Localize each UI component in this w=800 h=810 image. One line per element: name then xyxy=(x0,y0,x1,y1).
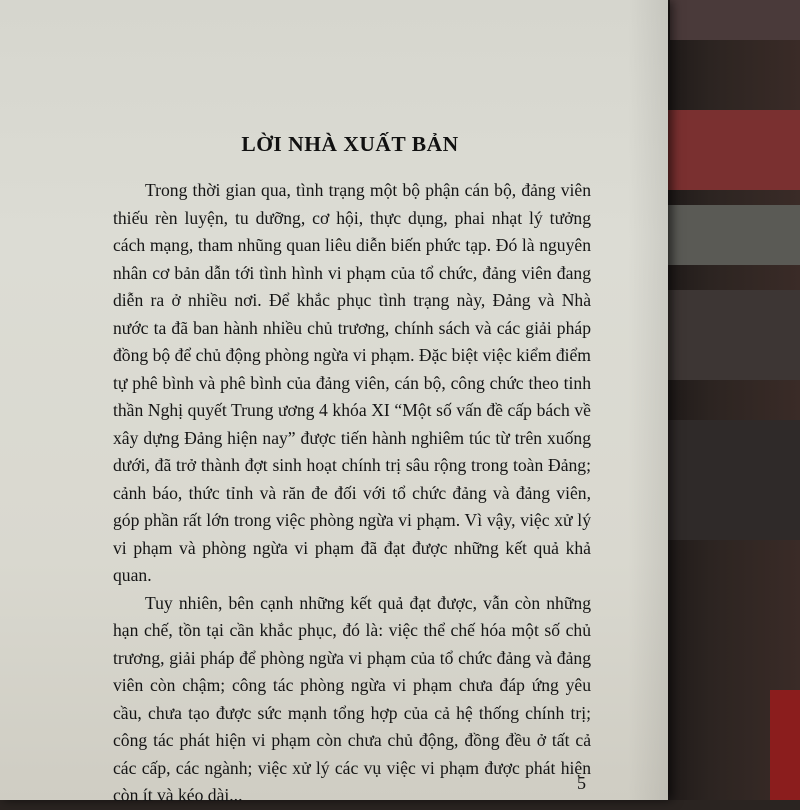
page-title: LỜI NHÀ XUẤT BẢN xyxy=(241,132,459,157)
book-spine xyxy=(660,290,800,380)
book-spine xyxy=(770,690,800,800)
book-spine xyxy=(665,420,800,540)
body-text xyxy=(113,177,591,810)
bookshelf-background xyxy=(650,0,800,800)
book-spine xyxy=(655,205,800,265)
paragraph: Tuy nhiên, bên cạnh những kết quả đạt được, vẫn còn những hạn chế, tồn tại cần khắc phục, đó là: việc thể chế hóa một số chủ trương, giải pháp để phòng ngừa vi phạm của tổ chức đảng và đảng viên còn chậm; công tác phòng ngừa vi phạm chưa đáp ứng yêu cầu, chưa tạo được sức mạnh tổng hợp của cả hệ thống chính trị; công tác phát hiện vi phạm còn chưa chủ động, đồng đều ở tất cả các cấp, các ngành; việc xử lý các vụ việc vi phạm được phát hiện còn ít và kéo dài... xyxy=(113,592,591,805)
paragraph: Trong thời gian qua, tình trạng một bộ phận cán bộ, đảng viên thiếu rèn luyện, tu dưỡng, cơ hội, thực dụng, phai nhạt lý tưởng cách mạng, tham nhũng quan liêu diễn biến phức tạp. Đó là nguyên nhân cơ bản dẫn tới tình hình vi phạm của tổ chức, đảng viên đang diễn ra ở nhiều nơi. Để khắc phục tình trạng này, Đảng và Nhà nước ta đã ban hành nhiều chủ trương, chính sách và các giải pháp đồng bộ để chủ động phòng ngừa vi phạm. Đặc biệt việc kiểm điểm tự phê bình và phê bình của đảng viên, cán bộ, công chức theo tinh thần Nghị quyết Trung ương 4 khóa XI “Một số vấn đề cấp bách về xây dựng Đảng hiện nay” được tiến hành nghiêm túc từ trên xuống dưới, đã trở thành đợt sinh hoạt chính trị sâu rộng trong toàn Đảng; cảnh báo, thức tỉnh và răn đe đối với tổ chức đảng và đảng viên, góp phần rất lớn trong việc phòng ngừa vi phạm. Vì vậy, việc xử lý vi phạm và phòng ngừa vi phạm đã đạt được những kết quả khả quan. xyxy=(113,180,591,585)
book-spine xyxy=(670,0,800,40)
page-number: 5 xyxy=(577,773,586,793)
book-spine xyxy=(660,110,800,190)
